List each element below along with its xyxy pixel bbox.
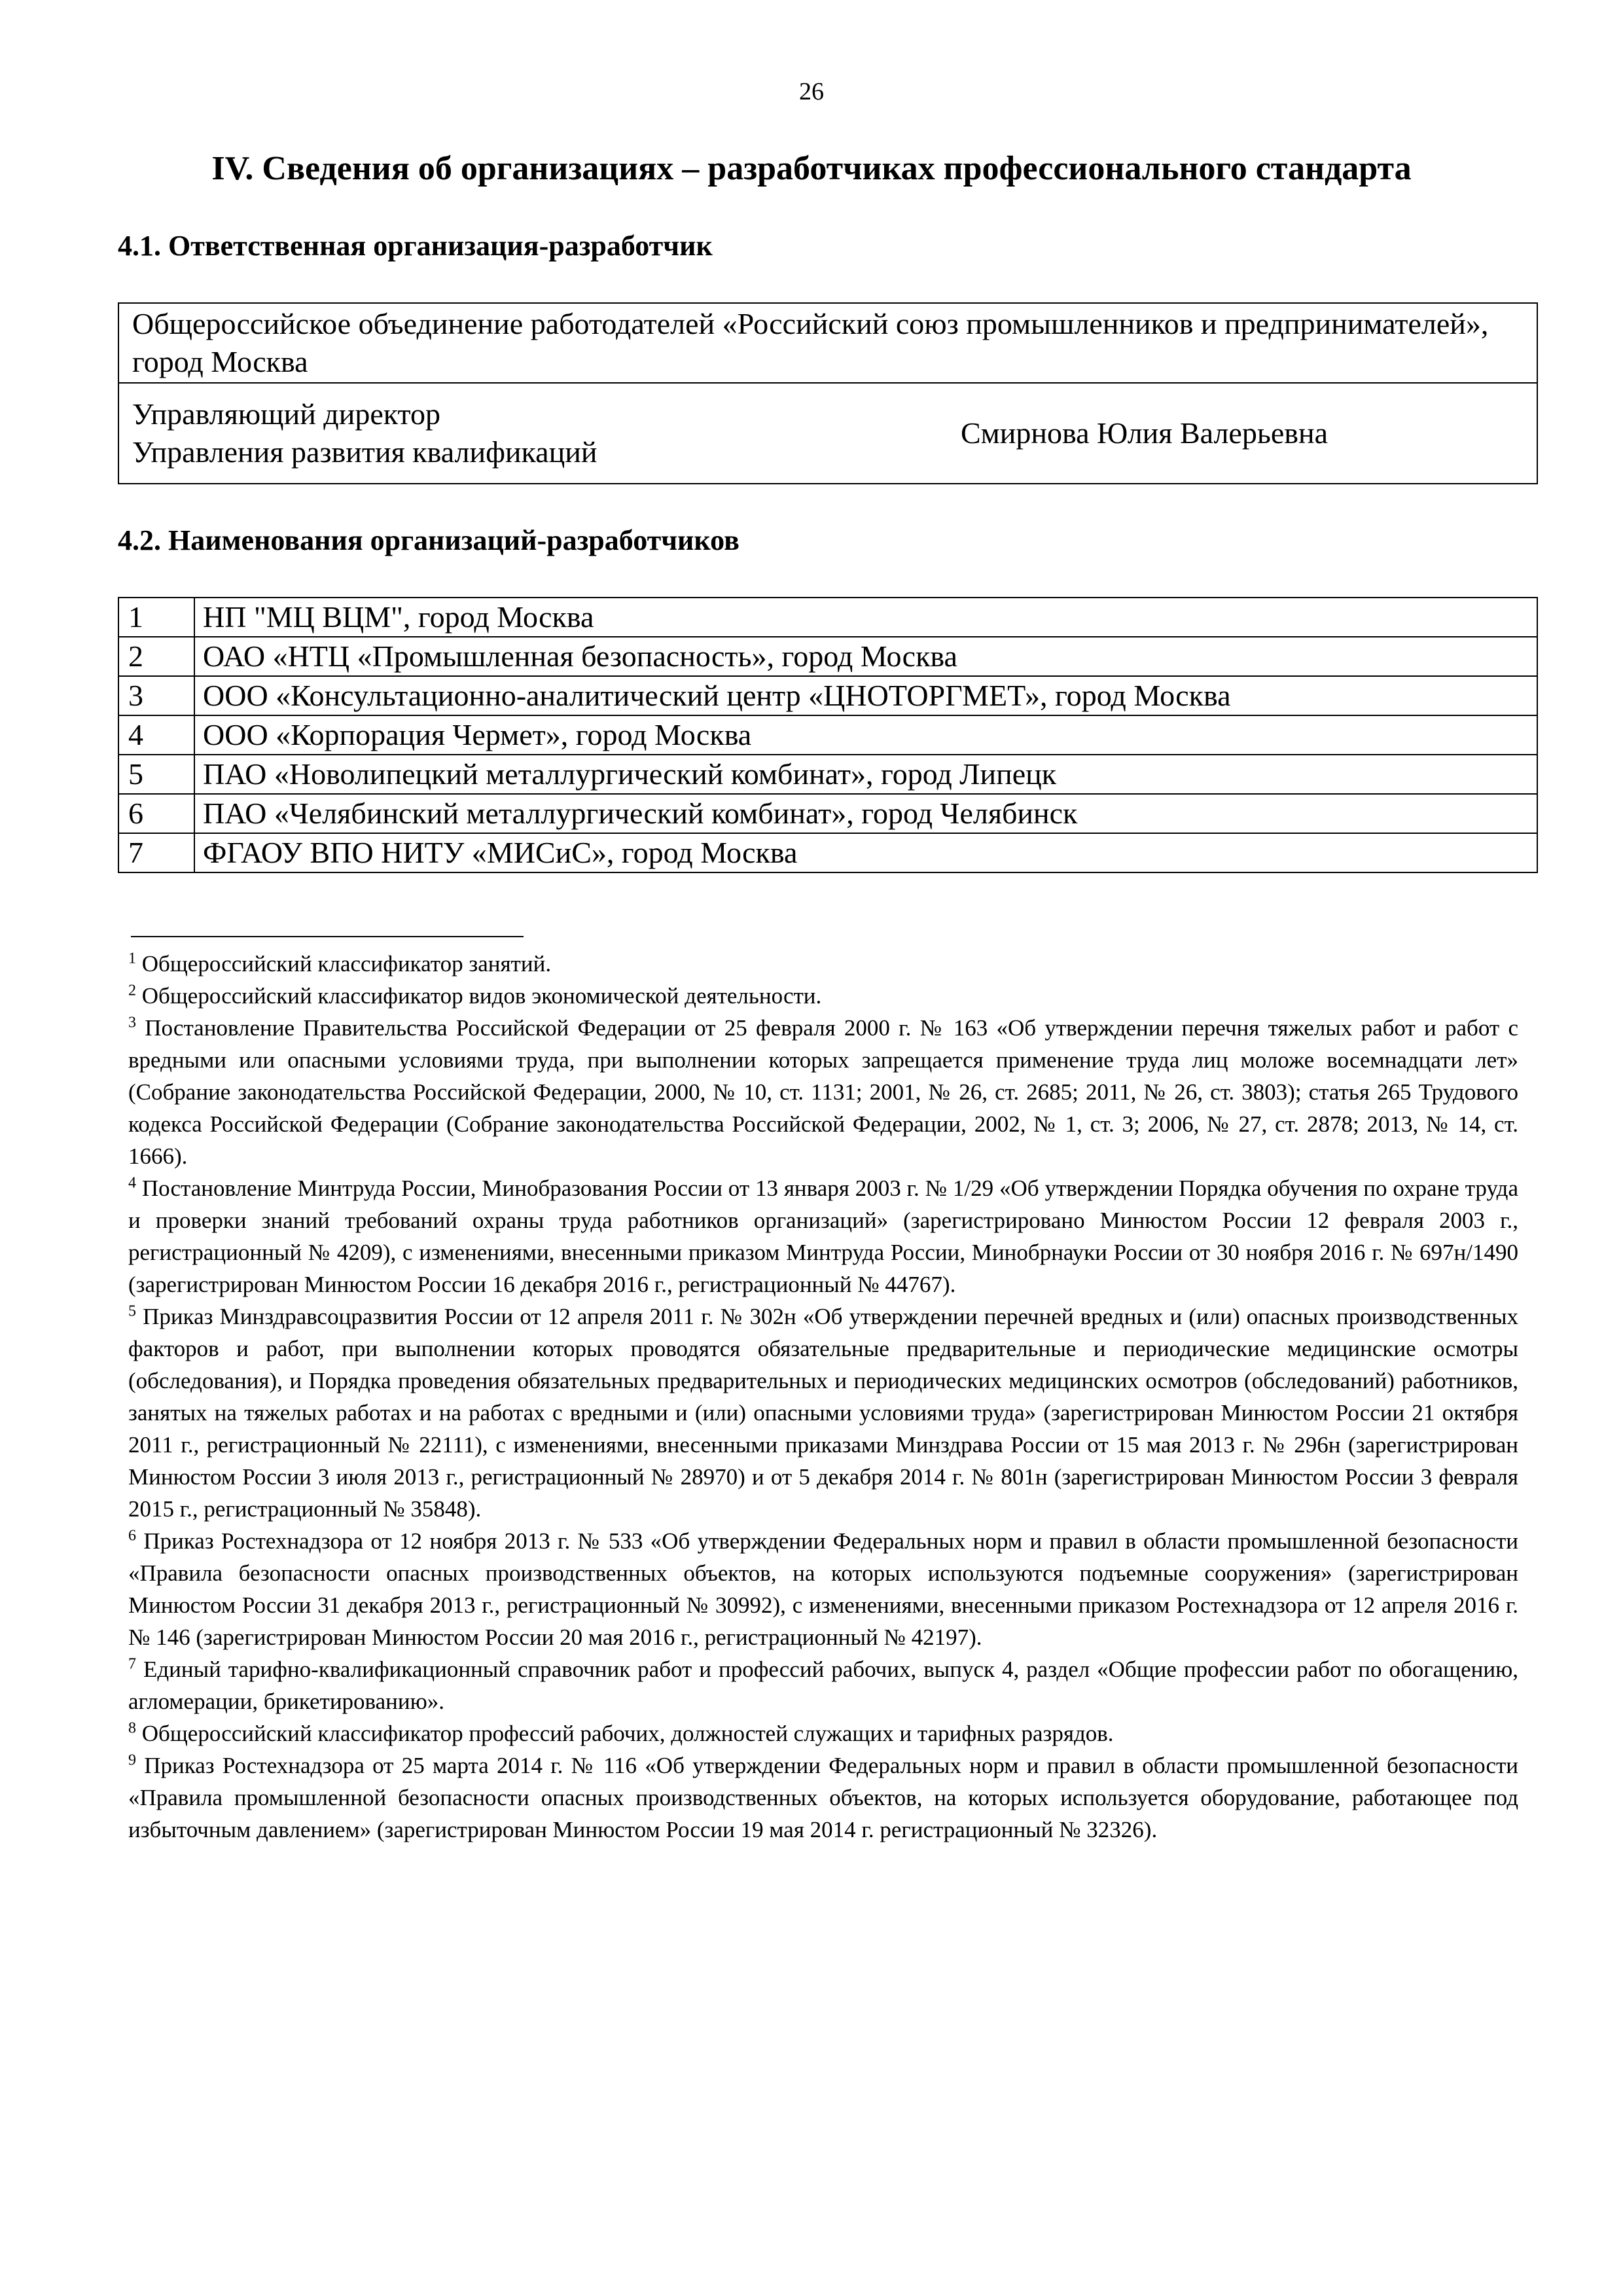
- table-row: [118, 755, 1537, 794]
- row-number: 6: [118, 794, 194, 833]
- responsible-org-heading: 4.1. Ответственная организация-разработчик: [118, 230, 713, 262]
- footnote-mark: 1: [128, 950, 136, 967]
- footnote-text: Постановление Минтруда России, Минобразования России от 13 января 2003 г. № 1/29 «Об утверждении Порядка обучения по охране труда и проверки знаний требований охраны труда работников организаций» (зарегистрировано Минюстом России 12 февраля 2003 г., регистрационный № 4209), с изменениями, внесенными приказом Минтруда России, Минобрнауки России от 30 ноября 2016 г. № 697н/1490 (зарегистрирован Минюстом России 16 декабря 2016 г., регистрационный № 44767).: [128, 1175, 1518, 1297]
- table-row: [118, 637, 1537, 676]
- section-title: IV. Сведения об организациях – разработчиках профессионального стандарта: [211, 150, 1412, 187]
- person-name: Смирнова Юлия Валерьевна: [961, 383, 1537, 484]
- footnote-text: Постановление Правительства Российской Федерации от 25 февраля 2000 г. № 163 «Об утверждении перечня тяжелых работ и работ с вредными или опасными условиями труда, при выполнении которых запрещается применение труда лиц моложе восемнадцати лет» (Собрание законодательства Российской Федерации, 2000, № 10, ст. 1131; 2001, № 26, ст. 2685; 2011, № 26, ст. 3803); статья 265 Трудового кодекса Российской Федерации (Собрание законодательства Российской Федерации, 2002, № 1, ст. 3; 2006, № 27, ст. 2878; 2013, № 14, ст. 1666).: [128, 1015, 1519, 1169]
- footnote-mark: 2: [128, 982, 136, 999]
- footnote-mark: 3: [128, 1014, 136, 1031]
- row-number: 2: [118, 637, 194, 676]
- table-row: [118, 833, 1537, 872]
- row-number: 5: [118, 755, 194, 794]
- developers-heading: 4.2. Наименования организаций-разработчиков: [118, 524, 740, 556]
- footnote-mark: 5: [128, 1302, 136, 1320]
- table-row: [118, 715, 1537, 755]
- footnote: [128, 948, 1518, 980]
- row-number: 3: [118, 676, 194, 715]
- footnote-text: Общероссийский классификатор профессий рабочих, должностей служащих и тарифных разрядов.: [141, 1721, 1114, 1746]
- footnote-text: Приказ Ростехнадзора от 25 марта 2014 г. № 116 «Об утверждении Федеральных норм и правил в области промышленной безопасности «Правила промышленной безопасности опасных производственных объектов, на которых используется оборудование, работающее под избыточным давлением» (зарегистрирован Минюстом России 19 мая 2014 г. регистрационный № 32326).: [128, 1753, 1519, 1842]
- developers-table: [118, 597, 1538, 873]
- footnote-mark: 4: [128, 1174, 136, 1192]
- footnote-text: Общероссийский классификатор занятий.: [141, 951, 552, 977]
- footnotes: [128, 948, 1518, 1846]
- organization-name: НП "МЦ ВЦМ", город Москва: [194, 598, 1537, 637]
- page-number: 26: [799, 78, 824, 105]
- organization-name: ПАО «Челябинский металлургический комбинат», город Челябинск: [194, 794, 1537, 833]
- row-number: 7: [118, 833, 194, 872]
- footnote: [128, 1653, 1518, 1717]
- position-cell: [118, 383, 961, 484]
- footnote-separator: [131, 936, 524, 937]
- footnote: [128, 980, 1518, 1012]
- footnote: [128, 1172, 1518, 1300]
- footnote-mark: 6: [128, 1527, 136, 1545]
- footnote: [128, 1717, 1518, 1749]
- organization-name: ОАО «НТЦ «Промышленная безопасность», город Москва: [194, 637, 1537, 676]
- footnote: [128, 1300, 1518, 1525]
- organization-name: ФГАОУ ВПО НИТУ «МИСиС», город Москва: [194, 833, 1537, 872]
- position-line: Управления развития квалификаций: [132, 435, 597, 469]
- table-row: [118, 794, 1537, 833]
- footnote-text: Приказ Ростехнадзора от 12 ноября 2013 г. № 533 «Об утверждении Федеральных норм и правил в области промышленной безопасности «Правила безопасности опасных производственных объектов, на которых используются подъемные сооружения» (зарегистрирован Минюстом России 31 декабря 2013 г., регистрационный № 30992), с изменениями, внесенными приказом Ростехнадзора от 12 апреля 2016 г. № 146 (зарегистрирован Минюстом России 20 мая 2016 г., регистрационный № 42197).: [128, 1528, 1518, 1650]
- footnote-mark: 9: [128, 1751, 136, 1769]
- organization-name: ООО «Консультационно-аналитический центр «ЦНОТОРГМЕТ», город Москва: [194, 676, 1537, 715]
- position-line: Управляющий директор: [132, 397, 440, 431]
- footnote-text: Общероссийский классификатор видов экономической деятельности.: [141, 983, 822, 1009]
- footnote-text: Приказ Минздравсоцразвития России от 12 апреля 2011 г. № 302н «Об утверждении перечней вредных и (или) опасных производственных факторов и работ, при выполнении которых проводятся обязательные предварительные и периодические медицинские осмотры (обследования), и Порядка проведения обязательных предварительных и периодических медицинских осмотров (обследований) работников, занятых на тяжелых работах и на работах с вредными и (или) опасными условиями труда» (зарегистрирован Минюстом России 21 октября 2011 г., регистрационный № 22111), с изменениями, внесенными приказами Минздрава России от 15 мая 2013 г. № 296н (зарегистрирован Минюстом России 3 июля 2013 г., регистрационный № 28970) и от 5 декабря 2014 г. № 801н (зарегистрирован Минюстом России 3 февраля 2015 г., регистрационный № 35848).: [128, 1304, 1518, 1522]
- footnote-mark: 8: [128, 1719, 136, 1737]
- footnote-text: Единый тарифно-квалификационный справочник работ и профессий рабочих, выпуск 4, раздел «Общие профессии работ по обогащению, агломерации, брикетированию».: [128, 1657, 1519, 1714]
- table-row: [118, 383, 1537, 484]
- footnote: [128, 1525, 1518, 1653]
- footnote-mark: 7: [128, 1655, 136, 1673]
- table-row: [118, 598, 1537, 637]
- organization-name: ООО «Корпорация Чермет», город Москва: [194, 715, 1537, 755]
- table-row: [118, 303, 1537, 383]
- footnote: [128, 1012, 1518, 1172]
- organization-name: Общероссийское объединение работодателей «Российский союз промышленников и предпринимателей», город Москва: [118, 303, 1537, 383]
- footnote: [128, 1749, 1518, 1846]
- responsible-org-table: [118, 302, 1538, 484]
- row-number: 1: [118, 598, 194, 637]
- table-row: [118, 676, 1537, 715]
- organization-name: ПАО «Новолипецкий металлургический комбинат», город Липецк: [194, 755, 1537, 794]
- row-number: 4: [118, 715, 194, 755]
